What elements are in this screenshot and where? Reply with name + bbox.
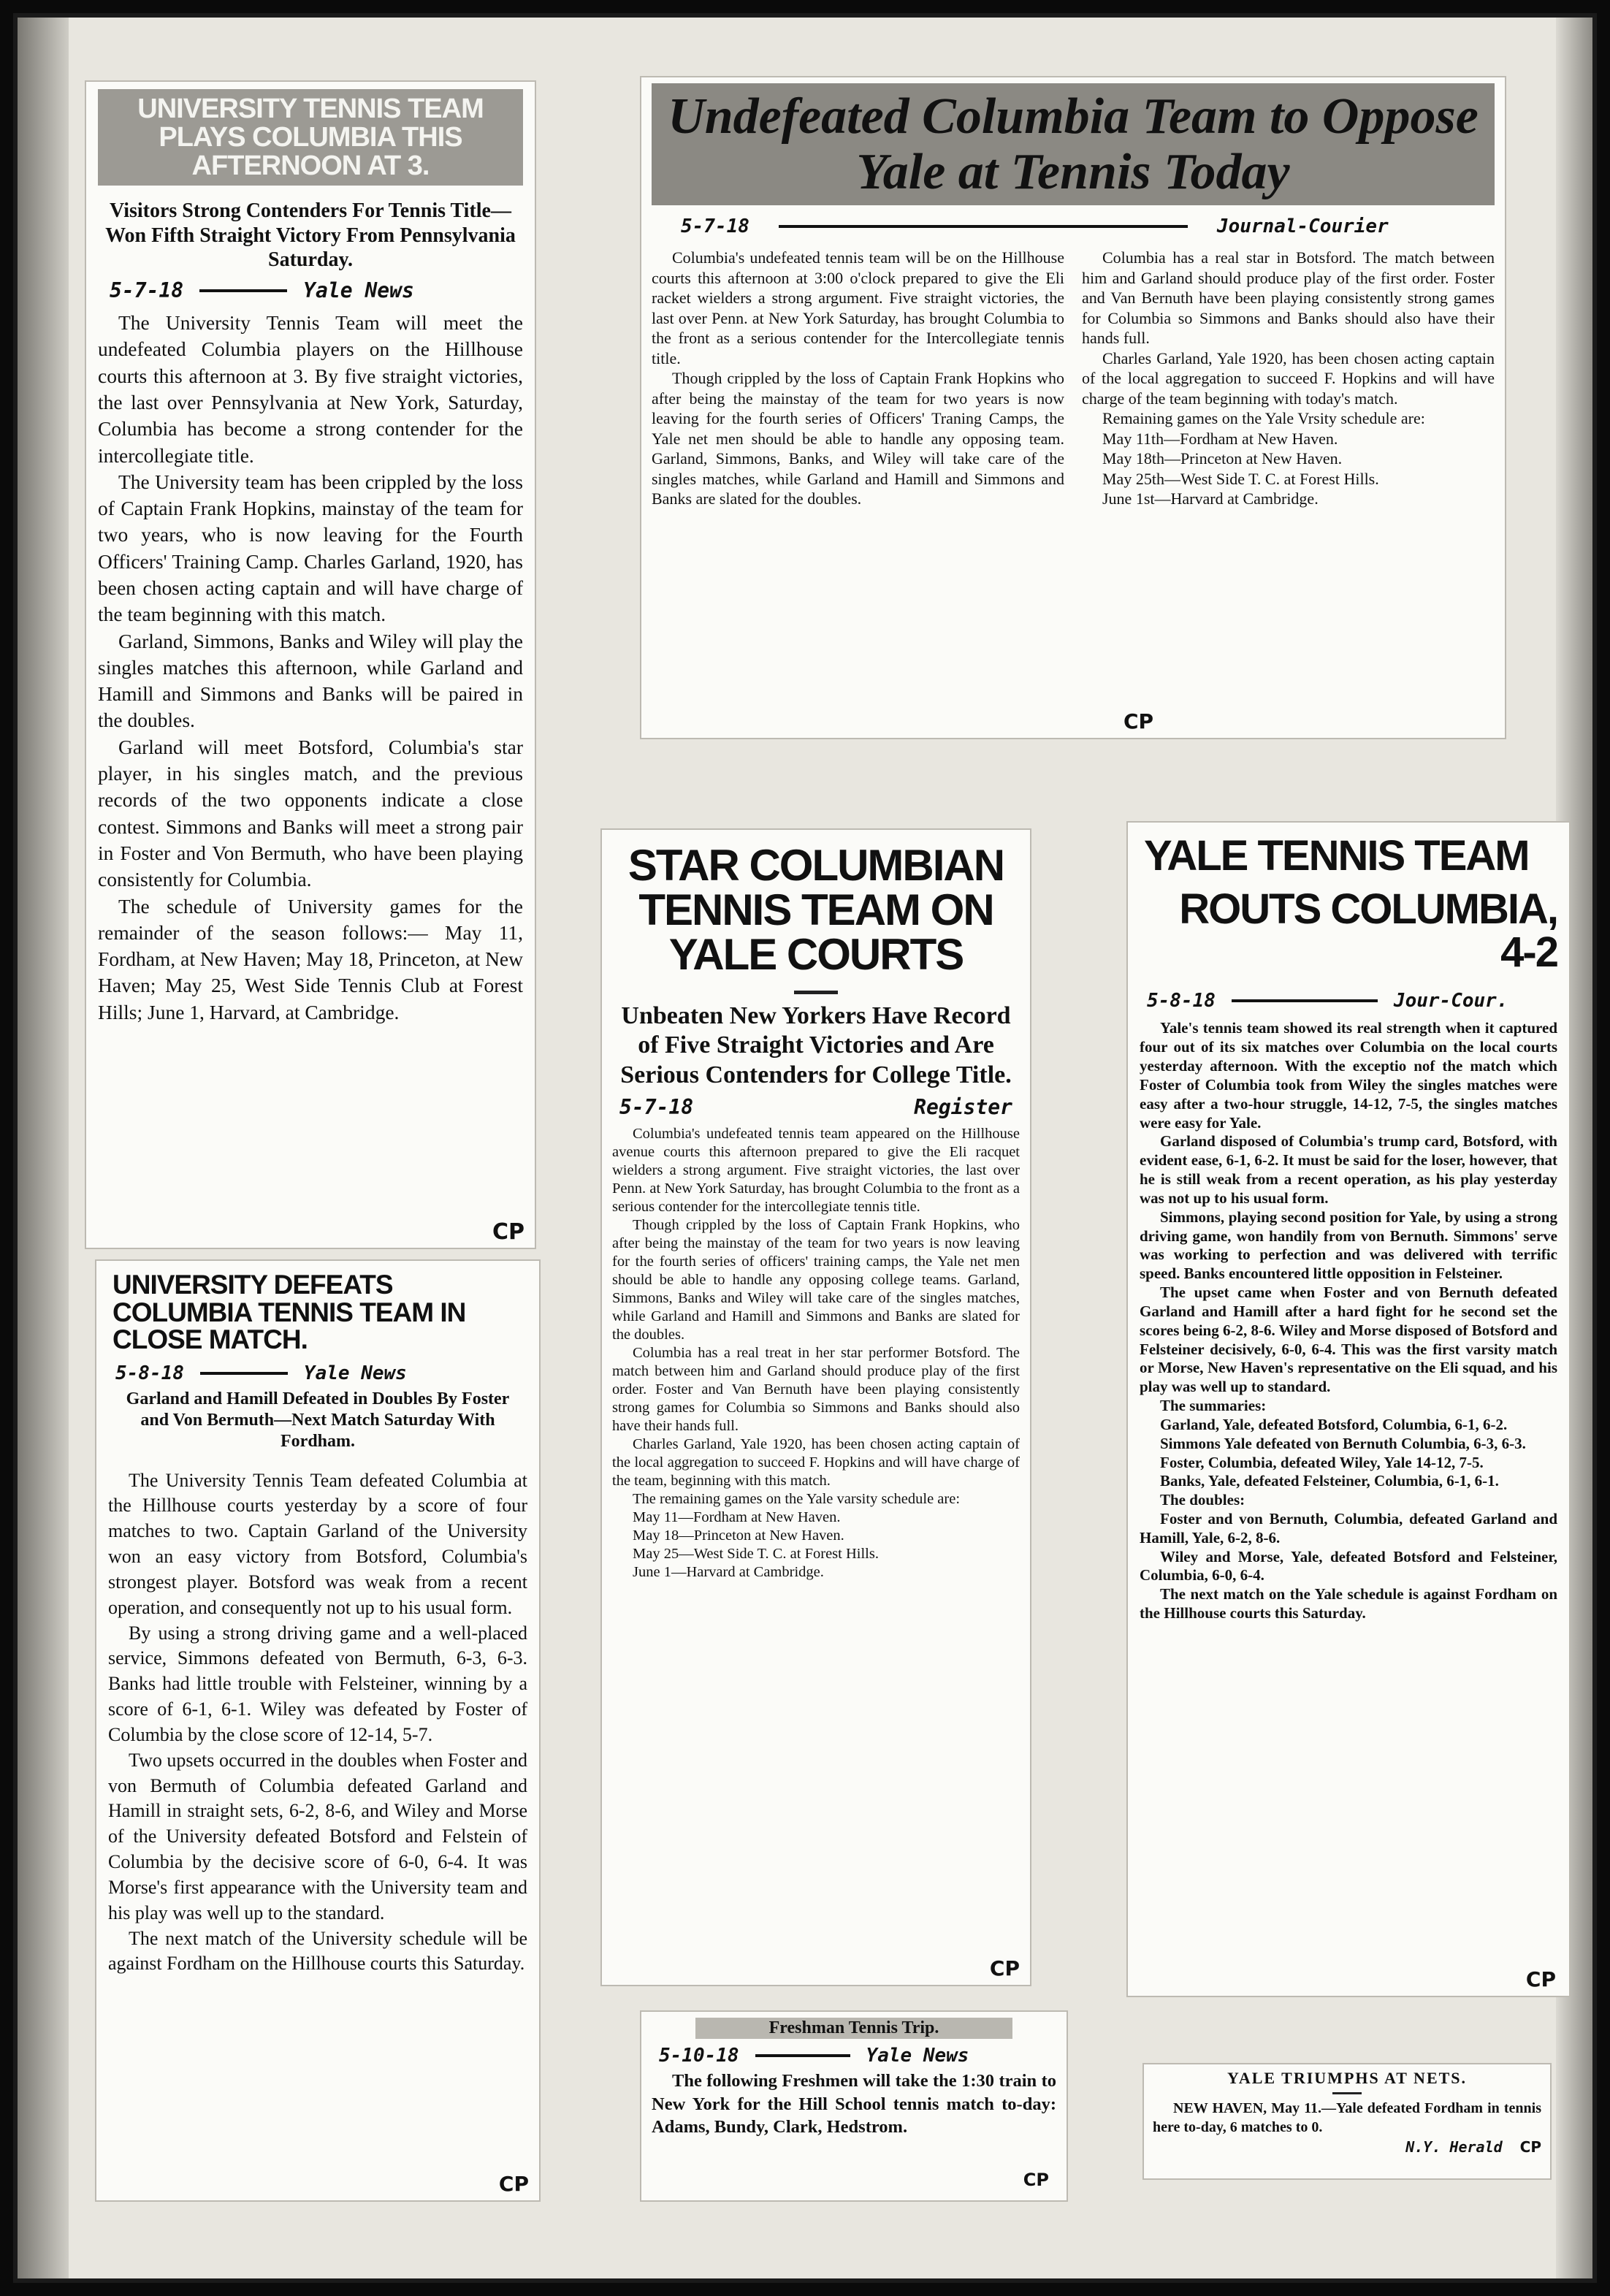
paragraph: The schedule of University games for the remainder of the season follows:— May 11, Fordham, at New Haven; May 18, Princeton, at New Haven; May 25, West Side Tennis Club at Forest Hills; June 1, Harvard, at Cambridge. xyxy=(98,894,523,1023)
handwritten-source: Register xyxy=(914,1094,1012,1119)
clipping-subhead: Unbeaten New Yorkers Have Record of Five Straight Victories and Are Serious Contenders for College Title. xyxy=(620,1002,1012,1089)
clipping-subhead: Visitors Strong Contenders For Tennis Title—Won Fifth Straight Victory From Pennsylvania Saturday. xyxy=(105,199,516,272)
schedule-line: June 1—Harvard at Cambridge. xyxy=(633,1563,824,1580)
clipping-headline: Undefeated Columbia Team to Oppose Yale at Tennis Today xyxy=(652,83,1495,205)
clipping-column-right xyxy=(1082,248,1495,509)
handwritten-date: 5-7-18 xyxy=(619,1094,694,1119)
clipping-freshman-trip xyxy=(640,2010,1068,2202)
schedule-line: May 25—West Side T. C. at Forest Hills. xyxy=(633,1545,879,1562)
handwritten-date: 5-8-18 xyxy=(115,1362,184,1385)
clipping-body xyxy=(98,310,523,1026)
clipping-dateline xyxy=(659,2045,1056,2067)
clipping-column-left xyxy=(652,248,1064,509)
paragraph: Columbia's undefeated tennis team appeared on the Hillhouse avenue courts this afternoon prepared to give the Eli racquet wielders a strong argument. Five straight victories, the last over Penn. at New York Saturday, has brought Columbia to the front as a serious contender for the intercollegiate tennis title. xyxy=(612,1125,1020,1215)
clipping-body xyxy=(1140,1019,1557,1623)
paragraph: Simmons, playing second position for Yale, by using a strong driving game, won handily from von Bernuth. Simmons' serve was working to perfection and was delivered with terrific speed. Banks encountered little opposition in Felsteiner. xyxy=(1140,1208,1557,1283)
clipping-body xyxy=(652,2070,1056,2140)
schedule-line: May 18th—Princeton at New Haven. xyxy=(1102,449,1343,468)
summary-line: Garland, Yale, defeated Botsford, Columbia, 6-1, 6-2. xyxy=(1160,1415,1508,1433)
handwritten-initials: CP xyxy=(498,2172,529,2196)
handwritten-initials: CP xyxy=(1525,1967,1556,1991)
paragraph: Though crippled by the loss of Captain Frank Hopkins who after being the mainstay of the team for two years is now leaving for the fourth series of Officers' Traning Camps, the Yale net men should be able to handle any opposing team. Garland, Simmons, Banks, and Wiley will take care of the singles matches, while Garland and Hamill and Simmons and Banks are slated for the doubles. xyxy=(652,369,1064,508)
clipping-yale-news-preview xyxy=(85,80,536,1249)
clipping-headline: UNIVERSITY DEFEATS COLUMBIA TENNIS TEAM IN CLOSE MATCH. xyxy=(112,1270,466,1355)
paragraph: Columbia's undefeated tennis team will be on the Hillhouse courts this afternoon at 3:00 o'clock prepared to give the Eli racket wielders a strong argument. Five straight victories, the last over Penn. at New York Saturday, has brought Columbia to the front as a serious contender for the Intercollegiate tennis title. xyxy=(652,248,1064,367)
clipping-subhead: Garland and Hamill Defeated in Doubles By Foster and Von Bermuth—Next Match Saturday With Fordham. xyxy=(126,1389,510,1451)
clipping-dateline xyxy=(110,278,523,302)
clipping-body xyxy=(612,1125,1020,1582)
schedule-line: May 11th—Fordham at New Haven. xyxy=(1102,429,1338,448)
handwritten-date: 5-7-18 xyxy=(110,278,184,303)
summary-line: Banks, Yale, defeated Felsteiner, Columbia, 6-1, 6-1. xyxy=(1160,1472,1499,1490)
divider xyxy=(200,1372,288,1375)
paragraph: Remaining games on the Yale Vrsity schedule are: xyxy=(1102,409,1425,428)
clipping-body xyxy=(108,1468,527,1977)
paragraph: Garland disposed of Columbia's trump card, Botsford, with evident ease, 6-1, 6-2. It must be said for the loser, however, that he is still weak from a recent operation, as his play yesterday was not up to his usual form. xyxy=(1140,1132,1557,1207)
handwritten-source: Yale News xyxy=(866,2044,969,2067)
clipping-headline: Freshman Tennis Trip. xyxy=(695,2018,1012,2039)
clipping-headline-line2: ROUTS COLUMBIA, 4-2 xyxy=(1179,885,1557,977)
schedule-line: May 25th—West Side T. C. at Forest Hills. xyxy=(1102,469,1379,488)
handwritten-initials: CP xyxy=(1023,2170,1049,2190)
paragraph: The following Freshmen will take the 1:30 train to New York for the Hill School tennis match to-day: Adams, Bundy, Clark, Hedstrom. xyxy=(652,2070,1056,2137)
paragraph: The University Tennis Team will meet the undefeated Columbia players on the Hillhouse courts this afternoon at 3. By five straight victories, the last over Pennsylvania at New York, Saturday, Columbia has become a strong contender for the intercollegiate title. xyxy=(98,311,523,467)
schedule-line: May 18—Princeton at New Haven. xyxy=(633,1527,844,1544)
paragraph: Garland, Simmons, Banks and Wiley will play the singles matches this afternoon, while Garland and Hamill and Simmons and Banks will be paired in the doubles. xyxy=(98,629,523,732)
schedule-line: May 11—Fordham at New Haven. xyxy=(633,1509,841,1525)
handwritten-date: 5-7-18 xyxy=(681,216,749,238)
paragraph: The upset came when Foster and von Bernuth defeated Garland and Hamill after a hard fight for he second set the scores being 6-2, 8-6. Wiley and Morse disposed of Botsford and Felsteiner decisively, 6-0, 6-4. This was the first varsity match or Morse, New Haven's representative on the Eli squad, and his play was well up to standard. xyxy=(1140,1284,1557,1396)
clipping-columns xyxy=(652,248,1495,509)
paragraph: Charles Garland, Yale 1920, has been chosen acting captain of the local aggregation to succeed F. Hopkins and will have charge of the team, beginning with this match. xyxy=(612,1435,1020,1489)
handwritten-initials: CP xyxy=(1123,709,1154,733)
paragraph: The University team has been crippled by the loss of Captain Frank Hopkins, mainstay of the team for two years, who is now leaving for the Fourth Officers' Training Camp. Charles Garland, 1920, has been chosen acting captain and will have charge of the team beginning with this match. xyxy=(98,470,523,626)
clipping-dateline xyxy=(619,1095,1012,1119)
clipping-dateline xyxy=(1147,990,1557,1012)
clipping-footer xyxy=(1153,2138,1541,2156)
schedule-line: June 1st—Harvard at Cambridge. xyxy=(1102,489,1319,508)
paragraph: Though crippled by the loss of Captain Frank Hopkins, who after being the mainstay of the team for two years is now leaving for the fourth series of officers' training camps, the Yale net men should be able to handle any opposing college teams. Garland, Simmons, Banks and Wiley will take care of the singles matches, while Garland and Hamill and Simmons and Banks are slated for the doubles. xyxy=(612,1216,1020,1343)
divider xyxy=(1332,2092,1362,2094)
paragraph: Two upsets occurred in the doubles when Foster and von Bermuth of Columbia defeated Garland and Hamill in straight sets, 6-2, 8-6, and Wiley and Morse of the University defeated Botsford and Felstein of Columbia by the decisive score of 6-0, 6-4. It was Morse's first appearance with the University team and his play was well up to the standard. xyxy=(108,1749,527,1923)
paragraph: Garland will meet Botsford, Columbia's star player, in his singles match, and the previous records of the two opponents indicate a close contest. Simmons and Banks will meet a strong pair in Foster and Von Bermuth, who have been playing consistently for Columbia. xyxy=(98,735,523,891)
clipping-headline: UNIVERSITY TENNIS TEAM PLAYS COLUMBIA THIS AFTERNOON AT 3. xyxy=(98,89,523,186)
paragraph: The University Tennis Team defeated Columbia at the Hillhouse courts yesterday by a score of four matches to two. Captain Garland of the University won an easy victory from Botsford, Columbia's strongest player. Botsford was weak from a recent operation, and consequently not up to his usual form. xyxy=(108,1469,527,1618)
clipping-yale-news-result xyxy=(95,1259,541,2202)
handwritten-source: Journal-Courier xyxy=(1216,216,1389,238)
paragraph: The next match on the Yale schedule is against Fordham on the Hillhouse courts this Saturday. xyxy=(1140,1585,1557,1622)
divider xyxy=(794,991,838,994)
handwritten-source: N.Y. Herald xyxy=(1405,2138,1503,2156)
clipping-dateline xyxy=(681,216,1495,237)
scrapbook-page xyxy=(13,13,1597,2283)
summary-line: Wiley and Morse, Yale, defeated Botsford and Felsteiner, Columbia, 6-0, 6-4. xyxy=(1140,1547,1557,1584)
paragraph: Charles Garland, Yale 1920, has been chosen acting captain of the local aggregation to succeed F. Hopkins and will have charge of the team beginning with today's match. xyxy=(1082,348,1495,408)
handwritten-initials: CP xyxy=(492,1219,524,1245)
divider xyxy=(1232,999,1378,1002)
handwritten-source: Jour-Cour. xyxy=(1393,990,1508,1012)
summary-line: Simmons Yale defeated von Bernuth Columbia, 6-3, 6-3. xyxy=(1160,1434,1526,1452)
paragraph: NEW HAVEN, May 11.—Yale defeated Fordham in tennis here to-day, 6 matches to 0. xyxy=(1153,2100,1541,2136)
divider xyxy=(755,2054,850,2057)
page-shadow-left xyxy=(18,18,69,2278)
clipping-journal-courier-result xyxy=(1126,821,1571,1997)
clipping-journal-courier-preview xyxy=(640,76,1506,739)
summary-heading: The doubles: xyxy=(1160,1491,1245,1509)
handwritten-date: 5-8-18 xyxy=(1147,990,1216,1012)
handwritten-date: 5-10-18 xyxy=(659,2044,739,2067)
handwritten-source: Yale News xyxy=(303,278,414,303)
clipping-ny-herald xyxy=(1142,2063,1552,2180)
handwritten-initials: CP xyxy=(1519,2138,1541,2156)
paragraph: Yale's tennis team showed its real strength when it captured four out of its six matches over Columbia on the local courts yesterday afternoon. With the exceptio nof the match which Foster of Columbia took from Wiley the singles matches were easy after a two-hour struggle, 14-12, 7-5, the singles matches were easy for Yale. xyxy=(1140,1019,1557,1132)
clipping-dateline xyxy=(115,1362,527,1384)
summary-line: Foster, Columbia, defeated Wiley, Yale 14-12, 7-5. xyxy=(1160,1453,1484,1471)
paragraph: The next match of the University schedule will be against Fordham on the Hillhouse courts this Saturday. xyxy=(108,1927,527,1975)
paragraph: The remaining games on the Yale varsity schedule are: xyxy=(633,1490,961,1507)
clipping-register xyxy=(600,828,1031,1986)
paragraph: By using a strong driving game and a well-placed service, Simmons defeated von Bermuth, 6-3, 6-3. Banks had little trouble with Felsteiner, winning by a score of 6-1, 6-1. Wiley was defeated by Foster of Columbia by the close score of 12-14, 5-7. xyxy=(108,1622,527,1745)
clipping-headline: STAR COLUMBIAN TENNIS TEAM ON YALE COURTS xyxy=(627,841,1004,980)
clipping-headline: YALE TRIUMPHS AT NETS. xyxy=(1226,2069,1468,2087)
summary-heading: The summaries: xyxy=(1160,1397,1267,1415)
paragraph: Columbia has a real star in Botsford. The match between him and Garland should produce play of the first order. Foster and Van Bernuth have been playing consistently strong games for Columbia so Simmons and Banks should also have their hands full. xyxy=(1082,248,1495,348)
summary-line: Foster and von Bernuth, Columbia, defeated Garland and Hamill, Yale, 6-2, 8-6. xyxy=(1140,1510,1557,1546)
handwritten-initials: CP xyxy=(989,1956,1020,1980)
divider xyxy=(199,289,287,292)
divider xyxy=(779,225,1188,228)
paragraph: Columbia has a real treat in her star performer Botsford. The match between him and Garland should produce play of the first order. Foster and Van Bernuth have been playing consistently strong games for Columbia so Simmons and Banks should also have their hands full. xyxy=(612,1344,1020,1434)
clipping-headline-line1: YALE TENNIS TEAM xyxy=(1144,832,1529,880)
handwritten-source: Yale News xyxy=(303,1362,407,1385)
clipping-body xyxy=(1153,2099,1541,2137)
